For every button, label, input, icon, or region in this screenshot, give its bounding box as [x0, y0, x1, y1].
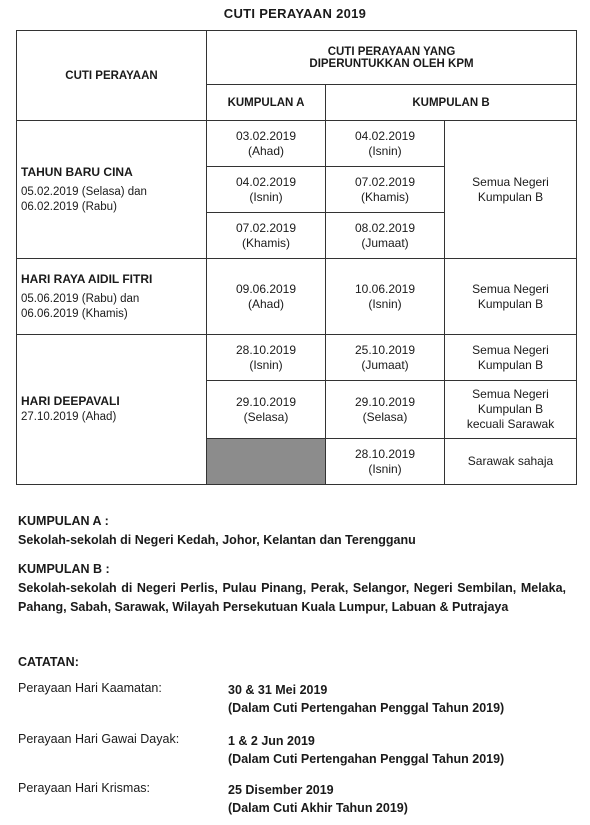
kumpulan-b-note: Semua Negeri Kumpulan B: [445, 335, 577, 381]
kumpulan-b-date: 04.02.2019 (Isnin): [326, 121, 445, 167]
header-allotted-line1: CUTI PERAYAAN YANG: [327, 45, 456, 58]
table-row: [17, 335, 577, 381]
note-value: 30 & 31 Mei 2019 (Dalam Cuti Pertengahan Penggal Tahun 2019): [228, 683, 505, 715]
table-row: [17, 259, 577, 335]
note-value: 25 Disember 2019 (Dalam Cuti Akhir Tahun 2019): [228, 783, 408, 815]
note-label: Perayaan Hari Kaamatan:: [18, 681, 162, 695]
kumpulan-a-heading: KUMPULAN A :: [18, 514, 109, 528]
kumpulan-b-date: 29.10.2019 (Selasa): [326, 381, 445, 439]
kumpulan-b-date: 07.02.2019 (Khamis): [326, 167, 445, 213]
header-allotted: [207, 31, 577, 85]
catatan-heading: CATATAN:: [18, 655, 79, 669]
header-cuti-perayaan: CUTI PERAYAAN: [17, 31, 207, 121]
kumpulan-b-date: 08.02.2019 (Jumaat): [326, 213, 445, 259]
festival-date: 05.06.2019 (Rabu) dan: [21, 292, 140, 305]
kumpulan-a-date: 04.02.2019 (Isnin): [207, 167, 326, 213]
festival-cell: [17, 335, 207, 485]
header-kumpulan-a: KUMPULAN A: [207, 85, 326, 121]
empty-shaded-cell: [207, 439, 326, 485]
kumpulan-b-date: 10.06.2019 (Isnin): [326, 259, 445, 335]
festival-date: 27.10.2019 (Ahad): [21, 411, 117, 423]
festival-cell: [17, 259, 207, 335]
kumpulan-b-text: Sekolah-sekolah di Negeri Perlis, Pulau Pinang, Perak, Selangor, Negeri Sembilan, Melaka, Pahang, Sabah, Sarawak, Wilayah Persekutuan Kuala Lumpur, Labuan & Putrajaya: [18, 581, 566, 614]
note-value: 1 & 2 Jun 2019 (Dalam Cuti Pertengahan Penggal Tahun 2019): [228, 734, 505, 766]
kumpulan-b-section: [18, 560, 566, 617]
kumpulan-a-date: 07.02.2019 (Khamis): [207, 213, 326, 259]
holiday-table: [16, 30, 577, 485]
kumpulan-a-date: 09.06.2019 (Ahad): [207, 259, 326, 335]
kumpulan-b-note: Semua Negeri Kumpulan B: [445, 259, 577, 335]
festival-date: 06.06.2019 (Khamis): [21, 307, 128, 320]
kumpulan-a-date: 28.10.2019 (Isnin): [207, 335, 326, 381]
festival-name: HARI DEEPAVALI: [21, 394, 120, 408]
kumpulan-b-date: 28.10.2019 (Isnin): [326, 439, 445, 485]
note-label: Perayaan Hari Gawai Dayak:: [18, 732, 180, 746]
kumpulan-b-date: 25.10.2019 (Jumaat): [326, 335, 445, 381]
festival-date: 06.02.2019 (Rabu): [21, 200, 117, 213]
kumpulan-b-note: Semua Negeri Kumpulan B kecuali Sarawak: [445, 381, 577, 439]
page-title: CUTI PERAYAAN 2019: [223, 6, 367, 21]
kumpulan-b-note: Sarawak sahaja: [445, 439, 577, 485]
kumpulan-a-text: Sekolah-sekolah di Negeri Kedah, Johor, Kelantan dan Terengganu: [18, 533, 416, 547]
header-row: [17, 31, 577, 85]
header-allotted-line2: DIPERUNTUKKAN OLEH KPM: [309, 57, 474, 70]
festival-date: 05.02.2019 (Selasa) dan: [21, 185, 147, 198]
festival-name: TAHUN BARU CINA: [21, 164, 133, 179]
header-kumpulan-b: KUMPULAN B: [326, 85, 577, 121]
kumpulan-a-section: [18, 512, 566, 550]
note-label: Perayaan Hari Krismas:: [18, 781, 150, 795]
kumpulan-b-note: Semua Negeri Kumpulan B: [445, 121, 577, 259]
kumpulan-a-date: 03.02.2019 (Ahad): [207, 121, 326, 167]
kumpulan-b-heading: KUMPULAN B :: [18, 562, 110, 576]
festival-name: HARI RAYA AIDIL FITRI: [21, 271, 153, 286]
festival-cell: [17, 121, 207, 259]
kumpulan-a-date: 29.10.2019 (Selasa): [207, 381, 326, 439]
table-row: [17, 121, 577, 167]
